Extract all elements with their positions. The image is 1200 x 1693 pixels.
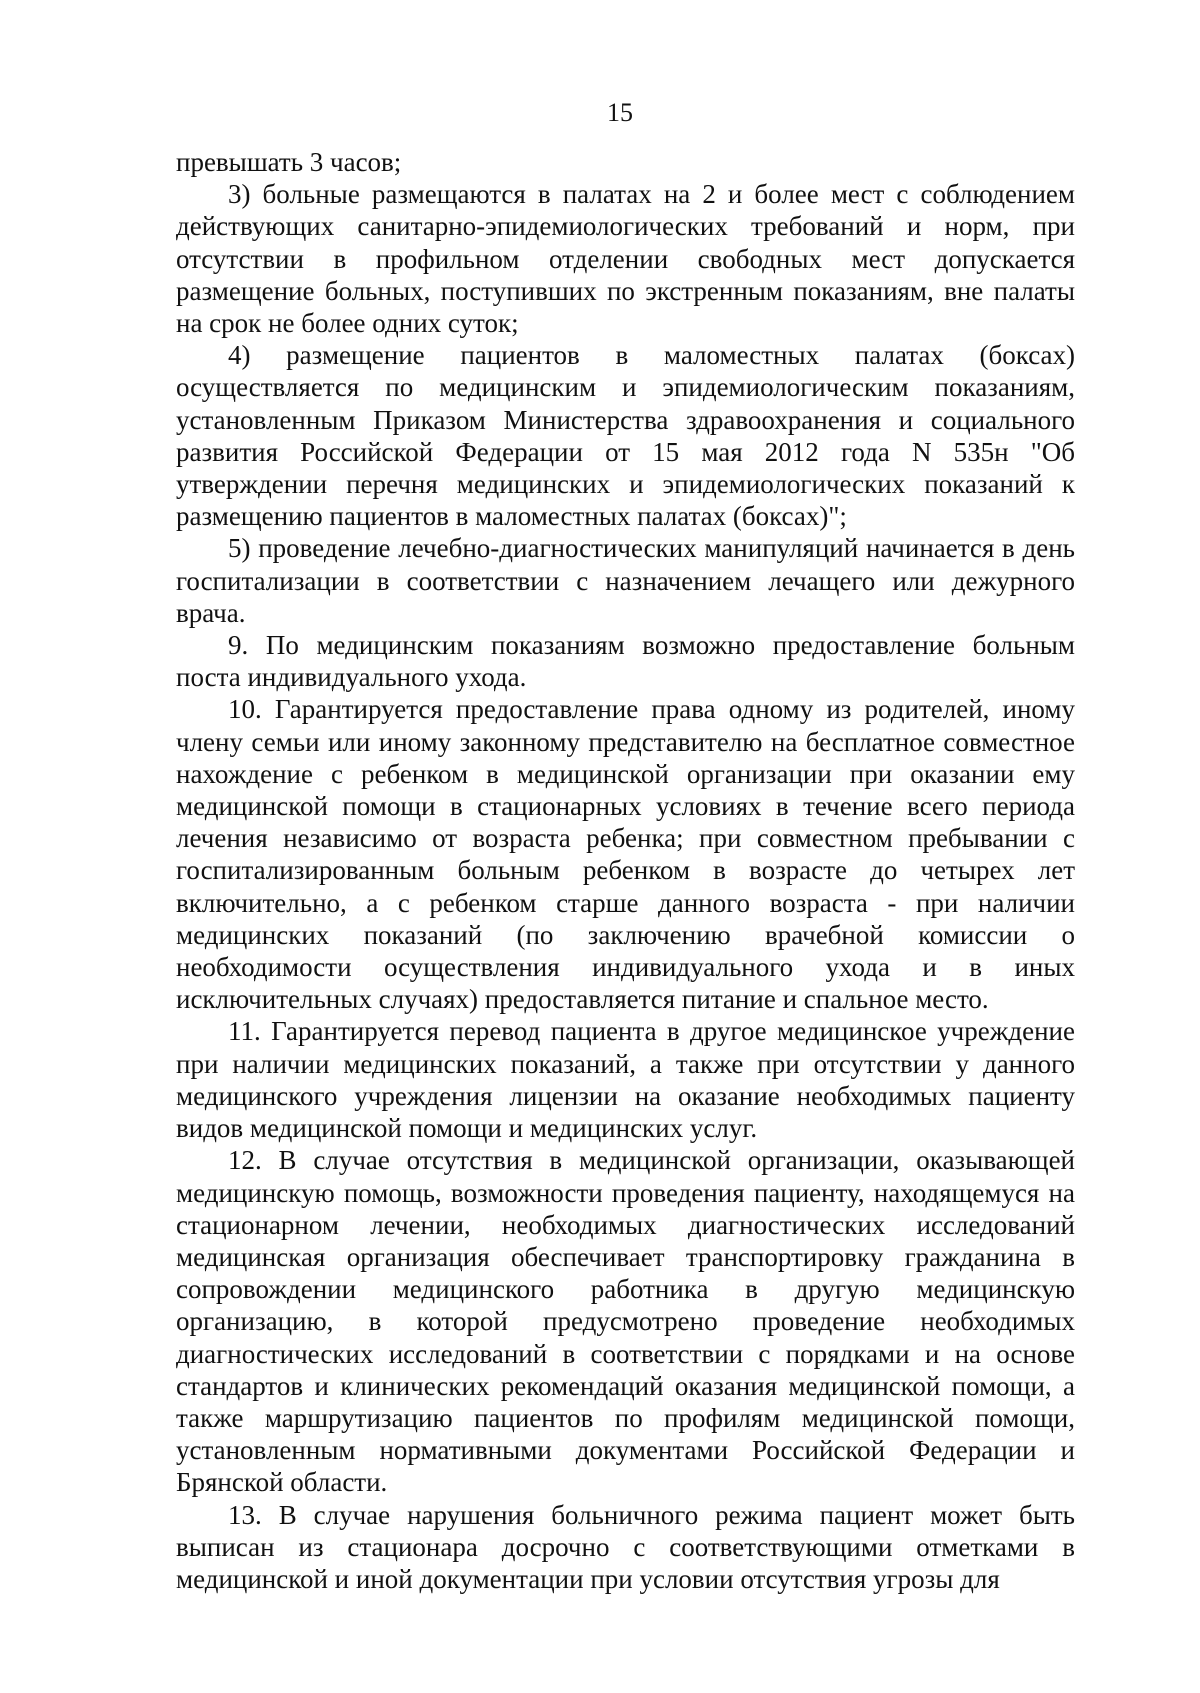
paragraph-section-11: 11. Гарантируется перевод пациента в другое медицинское учреждение при наличии медицинских показаний, а также при отсутствии у данного медицинского учреждения лицензии на оказание необходимых пациенту видов медицинской помощи и медицинских услуг. bbox=[176, 1016, 1075, 1144]
paragraph-item-3: 3) больные размещаются в палатах на 2 и более мест с соблюдением действующих санитарно-эпидемиологических требований и норм, при отсутствии в профильном отделении свободных мест допускается размещение больных, поступивших по экстренным показаниям, вне палаты на срок не более одних суток; bbox=[176, 179, 1075, 339]
document-body bbox=[176, 146, 1075, 1595]
paragraph-continuation: превышать 3 часов; bbox=[176, 147, 402, 177]
paragraph-section-9: 9. По медицинским показаниям возможно предоставление больным поста индивидуального ухода. bbox=[176, 630, 1075, 693]
paragraph-item-4: 4) размещение пациентов в маломестных палатах (боксах) осуществляется по медицинским и эпидемиологическим показаниям, установленным Приказом Министерства здравоохранения и социального развития Российской Федерации от 15 мая 2012 года N 535н "Об утверждении перечня медицинских и эпидемиологических показаний к размещению пациентов в маломестных палатах (боксах)"; bbox=[176, 340, 1075, 532]
paragraph-section-10: 10. Гарантируется предоставление права одному из родителей, иному члену семьи или иному законному представителю на бесплатное совместное нахождение с ребенком в медицинской организации при оказании ему медицинской помощи в стационарных условиях в течение всего периода лечения независимо от возраста ребенка; при совместном пребывании с госпитализированным больным ребенком в возрасте до четырех лет включительно, а с ребенком старше данного возраста - при наличии медицинских показаний (по заключению врачебной комиссии о необходимости осуществления индивидуального ухода и в иных исключительных случаях) предоставляется питание и спальное место. bbox=[176, 694, 1075, 1015]
paragraph-section-13: 13. В случае нарушения больничного режима пациент может быть выписан из стационара досрочно с соответствующими отметками в медицинской и иной документации при условии отсутствия угрозы для bbox=[176, 1499, 1075, 1594]
paragraph-item-5: 5) проведение лечебно-диагностических манипуляций начинается в день госпитализации в соответствии с назначением лечащего или дежурного врача. bbox=[176, 533, 1075, 628]
paragraph-section-12: 12. В случае отсутствия в медицинской организации, оказывающей медицинскую помощь, возможности проведения пациенту, находящемуся на стационарном лечении, необходимых диагностических исследований медицинская организация обеспечивает транспортировку гражданина в сопровождении медицинского работника в другую медицинскую организацию, в которой предусмотрено проведение необходимых диагностических исследований в соответствии с порядками и на основе стандартов и клинических рекомендаций оказания медицинской помощи, а также маршрутизацию пациентов по профилям медицинской помощи, установленным нормативными документами Российской Федерации и Брянской области. bbox=[176, 1145, 1075, 1498]
page-number: 15 bbox=[607, 98, 633, 127]
